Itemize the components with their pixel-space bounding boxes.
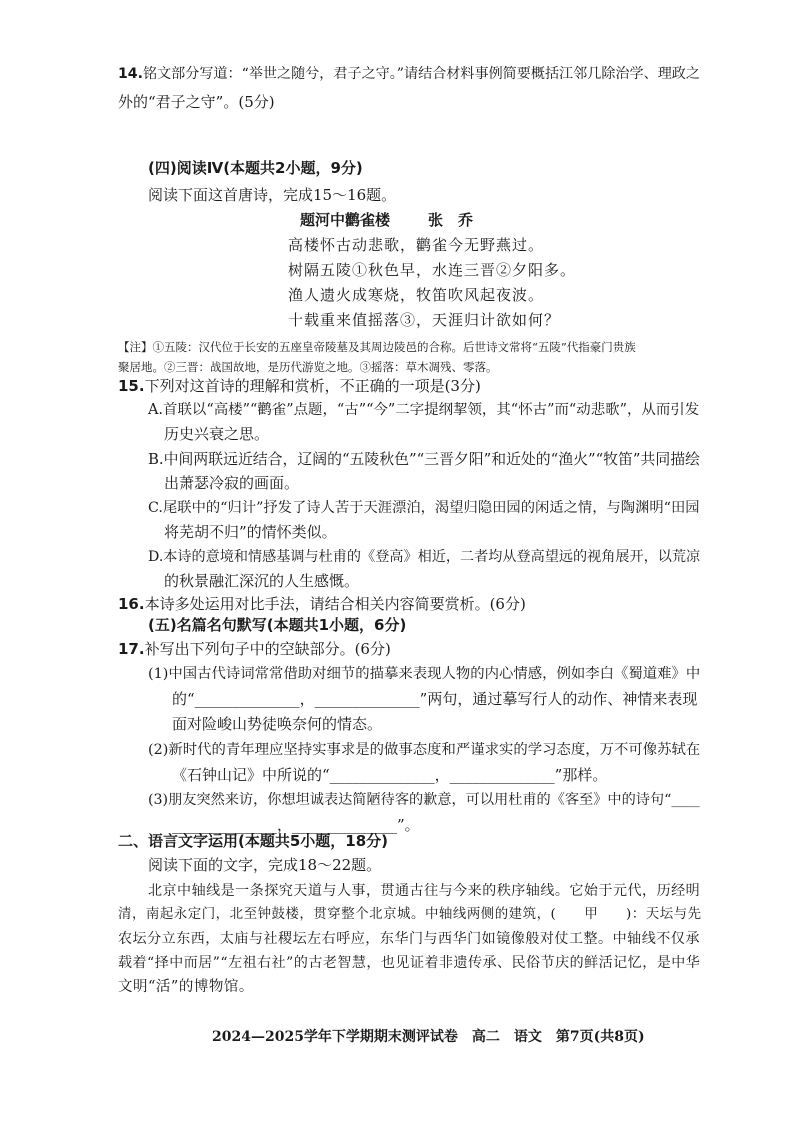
fill-item-1-blank: 的“______________，______________”两句，通过摹写行人的动作、神情来表现	[172, 690, 698, 708]
fill-item-3: (3)朋友突然来访，你想坦诚表达简陋待客的歉意，可以用杜甫的《客至》中的诗句“____	[148, 792, 700, 808]
question-15	[118, 375, 481, 397]
passage-line: 北京中轴线是一条探究天道与人事，贯通古往与今来的秩序轴线。它始于元代，历经明	[148, 883, 701, 899]
poem-line: 树隔五陵①秋色早，水连三晋②夕阳多。	[288, 261, 577, 279]
option-b-cont: 出萧瑟冷寂的画面。	[164, 474, 300, 492]
option-c: C.尾联中的“归计”抒发了诗人苦于天涯漂泊，渴望归隐田园的闲适之情，与陶渊明“田园	[148, 500, 700, 516]
poem-line: 渔人遗火成寒烧，牧笛吹风起夜波。	[288, 286, 545, 304]
poem-note: 聚居地。②三晋：战国故地，是历代游览之地。③摇落：草木凋残、零落。	[118, 360, 498, 374]
question-number: 17.	[118, 640, 145, 658]
question-text: 下列对这首诗的理解和赏析，不正确的一项是(3分)	[144, 377, 481, 395]
fill-item-3-blank: ______________，______________”。	[172, 816, 420, 834]
question-text: 本诗多处运用对比手法，请结合相关内容简要赏析。(6分)	[144, 595, 526, 613]
question-number: 15.	[118, 377, 145, 395]
section-heading: (五)名篇名句默写(本题共1小题，6分)	[148, 616, 407, 634]
passage-line: 农坛分立东西，太庙与社稷坛左右呼应，东华门与西华门如镜像般对仗工整。中轴线不仅承	[118, 931, 700, 947]
section-heading: (四)阅读Ⅳ(本题共2小题，9分)	[148, 159, 363, 177]
question-14-line2: 外的“君子之守”。(5分)	[118, 93, 275, 111]
question-number: 16.	[118, 595, 145, 613]
poem-line: 高楼怀古动悲歌，鹳雀今无野燕过。	[288, 236, 545, 254]
passage-line: 文明“活”的博物馆。	[118, 979, 254, 995]
fill-item-1-cont: 面对险峻山势徒唤奈何的情态。	[172, 715, 383, 733]
question-text: 铭文部分写道：“举世之随兮，君子之守。”请结合材料事例简要概括江邻几除治学、理政之	[142, 66, 700, 82]
passage-line: 载着“择中而居”“左祖右社”的古老智慧，也见证着非遗传承、民俗节庆的鲜活记忆，是中华	[118, 955, 701, 971]
option-a: A.首联以“高楼”“鹳雀”点题，“古”“今”二字提纲挈领，其“怀古”而“动悲歌”，从而引发	[148, 402, 700, 418]
question-16	[118, 593, 526, 615]
option-a-cont: 历史兴衰之思。	[164, 425, 270, 443]
poem-note: 【注】①五陵：汉代位于长安的五座皇帝陵墓及其周边陵邑的合称。后世诗文常将“五陵”代指豪门贵族	[118, 340, 636, 354]
part-heading: 二、语言文字运用(本题共5小题，18分)	[118, 832, 389, 850]
fill-item-2: (2)新时代的青年理应坚持实事求是的做事态度和严谨求实的学习态度，万不可像苏轼在	[148, 742, 701, 758]
option-d-cont: 的秋景融汇深沉的人生感慨。	[164, 572, 360, 590]
poem-author: 张 乔	[428, 211, 474, 229]
question-number: 14.	[118, 66, 143, 82]
question-17	[118, 638, 391, 660]
poem-line: 十载重来值摇落③，天涯归计欲如何？	[288, 311, 561, 329]
passage-line: 清，南起永定门，北至钟鼓楼，贯穿整个北京城。中轴线两侧的建筑，( 甲 )：天坛与先	[118, 907, 702, 922]
section-instruction: 阅读下面这首唐诗，完成15～16题。	[148, 186, 397, 204]
option-b: B.中间两联远近结合，辽阔的“五陵秋色”“三晋夕阳”和近处的“渔火”“牧笛”共同描绘	[148, 450, 700, 468]
question-text: 补写出下列句子中的空缺部分。(6分)	[144, 640, 391, 658]
option-d: D.本诗的意境和情感基调与杜甫的《登高》相近，二者均从登高望远的视角展开，以荒凉	[148, 549, 701, 565]
option-c-cont: 将芜胡不归”的情怀类似。	[164, 523, 337, 541]
page-footer: 2024—2025学年下学期期末测评试卷 高二 语文 第7页(共8页)	[212, 1029, 645, 1045]
fill-item-1: (1)中国古代诗词常常借助对细节的描摹来表现人物的内心情感，例如李白《蜀道难》中	[148, 666, 701, 682]
poem-title: 题河中鹳雀楼	[300, 211, 391, 229]
question-14	[118, 63, 700, 85]
fill-item-2-blank: 《石钟山记》中所说的“______________，______________”那样。	[172, 766, 608, 784]
part-instruction: 阅读下面的文字，完成18～22题。	[148, 856, 382, 874]
